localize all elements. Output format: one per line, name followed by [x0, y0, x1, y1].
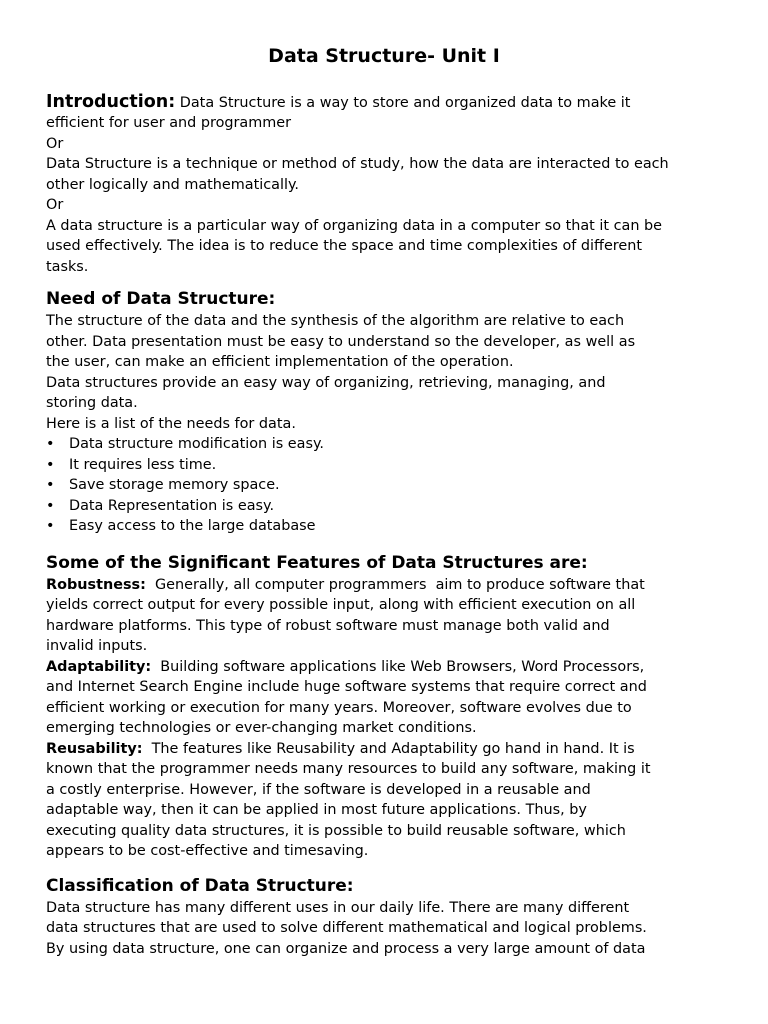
reusability-text-3: a costly enterprise. However, if the software is developed in a reusable and	[46, 781, 591, 798]
intro-or-2: Or	[46, 197, 64, 213]
need-heading: Need of Data Structure:	[46, 289, 276, 309]
classification-heading: Classification of Data Structure:	[46, 875, 354, 896]
adaptability-text-4: emerging technologies or ever-changing market conditions.	[46, 720, 477, 736]
list-item	[46, 434, 730, 455]
list-item-text: Data Representation is easy.	[69, 497, 275, 514]
bullet-icon: •	[46, 456, 55, 473]
robustness-text-3: hardware platforms. This type of robust software must manage both valid and	[46, 617, 610, 634]
intro-text-6: used effectively. The idea is to reduce the space and time complexities of different	[46, 238, 643, 254]
list-item-text: Save storage memory space.	[69, 477, 280, 493]
classification-text-2: data structures that are used to solve different mathematical and logical problems.	[46, 920, 647, 936]
list-item	[46, 516, 730, 537]
need-text-1: The structure of the data and the synthesis of the algorithm are relative to each	[46, 313, 625, 329]
intro-text-4: other logically and mathematically.	[46, 176, 300, 193]
list-item-text: Easy access to the large database	[69, 518, 316, 534]
intro-text-7: tasks.	[46, 258, 89, 275]
robustness-text-1: Generally, all computer programmers aim to produce software that	[145, 576, 645, 593]
spacer	[46, 537, 730, 551]
intro-or-1: Or	[46, 135, 64, 152]
need-text-4: Data structures provide an easy way of organizing, retrieving, managing, and	[46, 374, 606, 391]
spacer	[46, 862, 730, 874]
needs-bullet-list	[46, 434, 730, 537]
intro-text-1: Data Structure is a way to store and organized data to make it	[175, 95, 631, 111]
bullet-icon: •	[46, 477, 55, 493]
need-text-5: storing data.	[46, 395, 138, 411]
document-body	[46, 91, 730, 959]
classification-text-1: Data structure has many different uses in our daily life. There are many different	[46, 899, 630, 916]
reusability-text-6: appears to be cost-effective and timesaving.	[46, 843, 369, 859]
bullet-icon: •	[46, 436, 55, 452]
need-text-2: other. Data presentation must be easy to understand so the developer, as well as	[46, 333, 636, 350]
need-text-3: the user, can make an efficient implementation of the operation.	[46, 354, 514, 370]
robustness-text-4: invalid inputs.	[46, 638, 148, 654]
reusability-term: Reusability:	[46, 740, 143, 757]
robustness-text-2: yields correct output for every possible input, along with efficient execution on all	[46, 597, 636, 613]
reusability-text-1: The features like Reusability and Adaptability go hand in hand. It is	[142, 740, 635, 757]
page-title: Data Structure- Unit I	[268, 45, 500, 67]
adaptability-text-3: efficient working or execution for many years. Moreover, software evolves due to	[46, 699, 632, 716]
intro-text-2: efficient for user and programmer	[46, 115, 292, 131]
reusability-line-1	[46, 739, 730, 760]
robustness-term: Robustness:	[46, 576, 146, 593]
bullet-icon: •	[46, 518, 55, 534]
bullet-icon: •	[46, 497, 55, 514]
intro-text-3: Data Structure is a technique or method of study, how the data are interacted to each	[46, 156, 669, 172]
intro-text-5: A data structure is a particular way of organizing data in a computer so that it can be	[46, 217, 663, 234]
intro-paragraph-line-1	[46, 91, 730, 113]
introduction-heading: Introduction:	[46, 92, 176, 112]
spacer	[46, 277, 730, 287]
adaptability-term: Adaptability:	[46, 658, 152, 675]
classification-text-3: By using data structure, one can organize and process a very large amount of data	[46, 940, 646, 957]
reusability-text-4: adaptable way, then it can be applied in most future applications. Thus, by	[46, 802, 587, 818]
features-heading: Some of the Significant Features of Data Structures are:	[46, 552, 588, 573]
list-item-text: Data structure modification is easy.	[69, 436, 324, 452]
reusability-text-2: known that the programmer needs many resources to build any software, making it	[46, 761, 651, 777]
reusability-text-5: executing quality data structures, it is possible to build reusable software, which	[46, 822, 626, 839]
need-text-6: Here is a list of the needs for data.	[46, 415, 296, 432]
list-item	[46, 475, 730, 496]
robustness-line-1	[46, 575, 730, 596]
list-item-text: It requires less time.	[69, 456, 217, 473]
list-item	[46, 496, 730, 517]
adaptability-line-1	[46, 657, 730, 678]
adaptability-text-1: Building software applications like Web Browsers, Word Processors,	[151, 658, 645, 675]
list-item	[46, 455, 730, 476]
adaptability-text-2: and Internet Search Engine include huge software systems that require correct and	[46, 679, 647, 695]
